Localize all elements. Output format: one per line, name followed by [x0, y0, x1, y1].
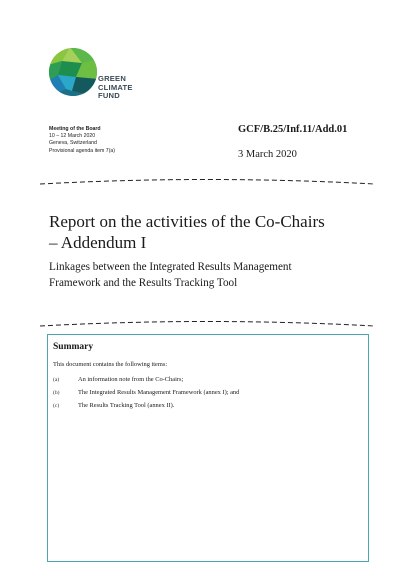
meeting-agenda-item: Provisional agenda item 7(a): [49, 147, 116, 154]
report-title: [49, 211, 379, 253]
logo-line-climate: CLIMATE: [98, 82, 133, 92]
summary-intro: This document contains the following items:: [53, 361, 168, 368]
summary-item-letter: (b): [53, 390, 60, 396]
meeting-location: Geneva, Switzerland: [49, 140, 97, 147]
logo-line-green: GREEN: [98, 74, 127, 83]
meeting-title: Meeting of the Board: [49, 126, 101, 132]
curved-divider: [40, 177, 374, 187]
meeting-dates: 10 – 12 March 2020: [49, 133, 96, 140]
summary-item-letter: (a): [53, 377, 60, 383]
summary-item-letter: (c): [53, 403, 60, 409]
logo-line-fund: FUND: [98, 91, 120, 101]
report-subtitle: [49, 259, 379, 291]
summary-box: [47, 334, 369, 562]
summary-item-text: The Results Tracking Tool (annex II).: [78, 402, 175, 409]
summary-item-text: An information note from the Co-Chairs;: [78, 376, 184, 383]
gcf-logo-icon: [48, 47, 98, 97]
report-title-line-1: Report on the activities of the Co-Chairs: [49, 212, 325, 231]
summary-item-text: The Integrated Results Management Framework (annex I); and: [78, 389, 240, 396]
gcf-logo-wordmark: [98, 75, 133, 101]
meeting-info: [49, 126, 115, 155]
report-subtitle-line-2: Framework and the Results Tracking Tool: [49, 277, 238, 289]
document-reference: GCF/B.25/Inf.11/Add.01: [238, 124, 348, 135]
summary-heading: Summary: [53, 342, 94, 352]
document-date: 3 March 2020: [238, 149, 297, 160]
report-subtitle-line-1: Linkages between the Integrated Results Management: [49, 261, 292, 273]
report-title-line-2: – Addendum I: [49, 233, 147, 252]
curved-divider: [40, 319, 374, 329]
